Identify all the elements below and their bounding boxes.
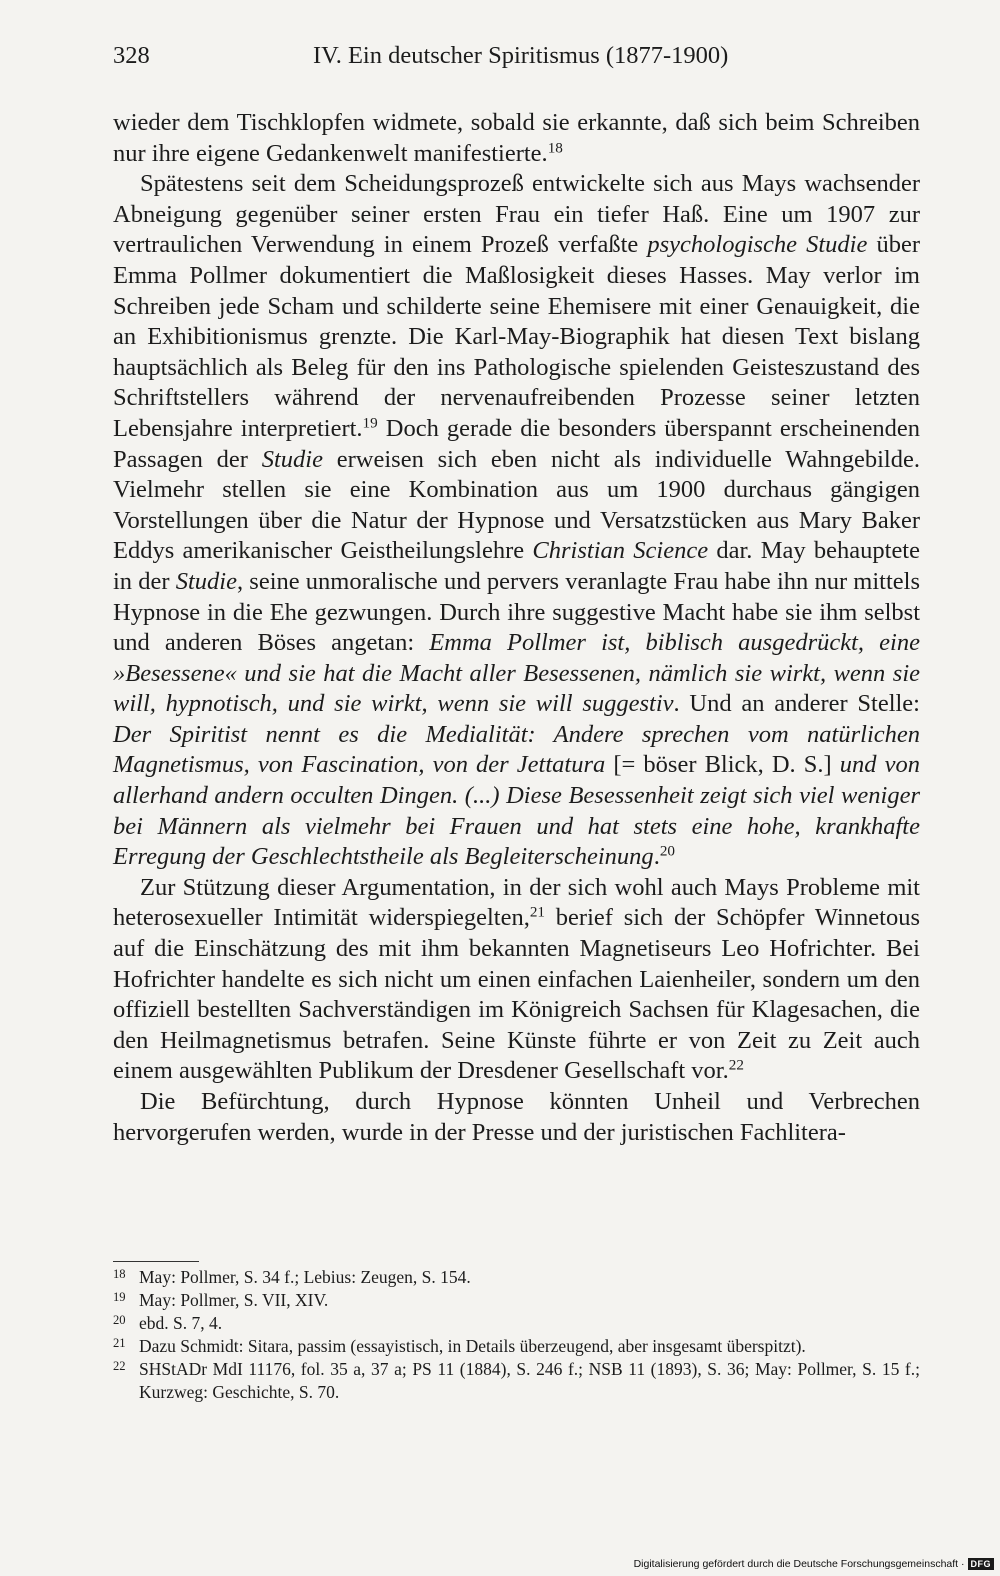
- footnote: [113, 1358, 920, 1404]
- text-run: Die Befürchtung, durch Hypnose könnten Unheil und Verbrechen hervorgerufen werden, wurde in der Presse und der juristischen Fachlitera-: [113, 1088, 920, 1146]
- footnote: [113, 1312, 920, 1335]
- footnote-text: SHStADr MdI 11176, fol. 35 a, 37 a; PS 11 (1884), S. 246 f.; NSB 11 (1893), S. 36; May: Pollmer, S. 15 f.; Kurzweg: Geschichte, S. 70.: [139, 1359, 920, 1402]
- footnote-text: May: Pollmer, S. 34 f.; Lebius: Zeugen, S. 154.: [139, 1267, 471, 1287]
- italic-text: Studie: [261, 445, 323, 473]
- body-text: [113, 108, 920, 1148]
- text-run: [= böser Blick, D. S.]: [605, 751, 840, 779]
- footnote-number: 19: [113, 1290, 126, 1304]
- italic-text: Christian Science: [532, 537, 709, 565]
- footnote-ref: 20: [659, 842, 675, 860]
- paragraph-2: [113, 169, 920, 873]
- text-run: Doch gerade die besonders überspannt erscheinenden Passagen der: [113, 414, 920, 473]
- footnote-number: 21: [113, 1336, 126, 1350]
- footnote-rule: [113, 1261, 199, 1262]
- footnotes: [113, 1266, 920, 1404]
- italic-text: und von allerhand andern occulten Dingen. (...) Diese Besessenheit zeigt sich viel weniger bei Männern als vielmehr bei Frauen und hat stets eine hohe, krankhafte Erregung der Geschlechtstheile als Begleiterscheinung: [113, 751, 920, 871]
- italic-text: psychologische Studie: [647, 231, 868, 259]
- running-title: IV. Ein deutscher Spiritismus (1877-1900): [313, 42, 729, 69]
- footnote-text: ebd. S. 7, 4.: [139, 1313, 223, 1333]
- text-run: wieder dem Tischklopfen widmete, sobald sie erkannte, daß sich beim Schreiben nur ihre eigene Gedankenwelt manifestierte.: [113, 109, 920, 167]
- footnote-ref: 18: [547, 139, 563, 157]
- footnote: [113, 1335, 920, 1358]
- paragraph-4: [113, 1087, 920, 1148]
- footnote: [113, 1289, 920, 1312]
- text-run: . Und an anderer Stelle:: [673, 690, 920, 718]
- text-run: , seine unmoralische und pervers veranlagte Frau habe ihn nur mittels Hypnose in die Ehe gezwungen. Durch ihre suggestive Macht habe sie ihm selbst und anderen Böses angetan:: [113, 567, 920, 657]
- text-run: über Emma Pollmer dokumentiert die Maßlosigkeit dieses Hasses. May verlor im Schreiben jede Scham und schilderte seine Ehemisere mit einer Genauigkeit, die an Exhibitionismus grenzte. Die Karl-May-Biographik hat diesen Text bislang hauptsächlich als Beleg für den ins Pathologische spielenden Geisteszustand des Schriftstellers während der nervenaufreibenden Prozesse seiner letzten Lebensjahre interpretiert.: [113, 231, 920, 442]
- footnote-text: Dazu Schmidt: Sitara, passim (essayistisch, in Details überzeugend, aber insgesamt überspitzt).: [139, 1336, 806, 1356]
- italic-text: Studie: [175, 567, 237, 595]
- italic-text: Der Spiritist nennt es die Medialität: Andere sprechen vom natürlichen Magnetismus, von Fascination, von der Jettatura: [113, 720, 920, 779]
- credit-text: Digitalisierung gefördert durch die Deutsche Forschungsgemeinschaft ·: [633, 1558, 965, 1570]
- footnote-number: 20: [113, 1313, 126, 1327]
- paragraph-3: [113, 873, 920, 1087]
- text-run: Zur Stützung dieser Argumentation, in der sich wohl auch Mays Probleme mit heterosexueller Intimität widerspiegelten,: [113, 873, 920, 932]
- footnote-text: May: Pollmer, S. VII, XIV.: [139, 1290, 329, 1310]
- footnote: [113, 1266, 920, 1289]
- paragraph-1: [113, 108, 920, 169]
- page-header: [113, 38, 920, 74]
- text-run: dar. May behauptete in der: [113, 537, 920, 595]
- text-run: erweisen sich eben nicht als individuelle Wahngebilde. Vielmehr stellen sie eine Kombination aus um 1900 durchaus gängigen Vorstellungen über die Natur der Hypnose und Versatzstücken aus Mary Baker Eddys amerikanischer Geistheilungslehre: [113, 445, 920, 565]
- footnote-ref: 19: [362, 414, 378, 432]
- footnote-ref: 21: [529, 904, 546, 922]
- text-run: berief sich der Schöpfer Winnetous auf die Einschätzung des mit ihm bekannten Magnetiseurs Leo Hofrichter. Bei Hofrichter handelte es sich nicht um einen einfachen Laienheiler, sondern um den offiziell bestellten Sachverständigen im Königreich Sachsen für Klagesachen, die den Heilmagnetismus betrafen. Seine Künste führte er von Zeit zu Zeit auch einem ausgewählten Publikum der Dresdener Gesellschaft vor.: [113, 904, 920, 1085]
- text-run: .: [653, 843, 660, 871]
- page-number: 328: [113, 42, 150, 69]
- text-run: Spätestens seit dem Scheidungsprozeß entwickelte sich aus Mays wachsender Abneigung gegenüber seiner ersten Frau ein tiefer Haß. Eine um 1907 zur vertraulichen Verwendung in einem Prozeß verfaßte: [113, 170, 920, 259]
- dfg-logo: DFG: [968, 1558, 995, 1570]
- footnote-ref: 22: [728, 1057, 744, 1075]
- digitization-credit: [634, 1558, 994, 1570]
- footnote-number: 22: [113, 1359, 126, 1373]
- italic-text: Emma Pollmer ist, biblisch ausgedrückt, eine »Besessene« und sie hat die Macht aller Besessenen, nämlich sie wirkt, wenn sie will, hypnotisch, und sie wirkt, wenn sie will suggestiv: [113, 629, 920, 718]
- footnote-number: 18: [113, 1267, 126, 1281]
